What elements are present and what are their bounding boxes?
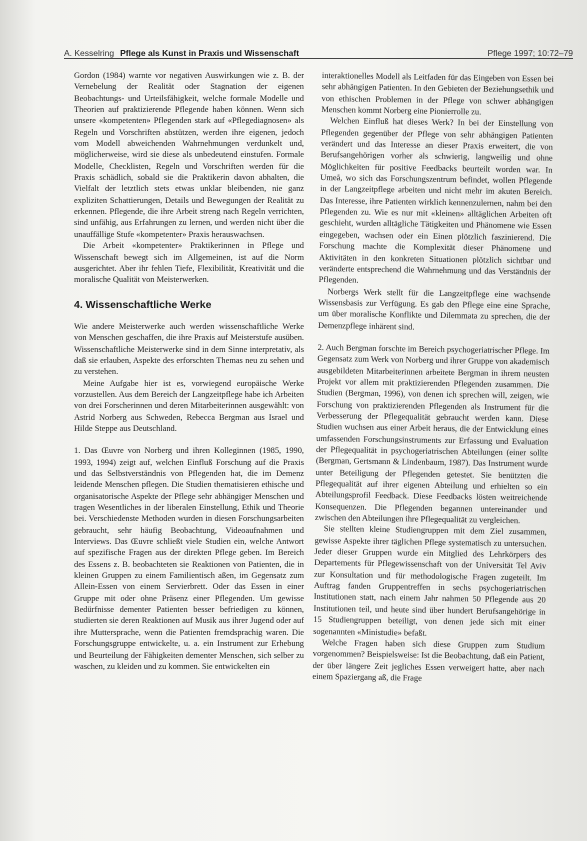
header-title: Pflege als Kunst in Praxis und Wissenschaft xyxy=(120,48,300,58)
paragraph: Meine Aufgabe hier ist es, vorwiegend europäische Werke vorzustellen. Aus dem Bereich der Langzeitpflege habe ich Arbeiten von drei Forscherinnen und deren Mitarbeiterinnen ausgewählt: von Astrid Norberg aus Schweden, Rebecca Bergman aus Israel und Hilde Steppe aus Deutschland. xyxy=(74,378,304,433)
paragraph: Welche Fragen haben sich diese Gruppen zum Studium vorgenommen? Beispielsweise: Ist die Beobachtung, daß ein Patient, der über längere Zeit jegliches Essen verweigert hatte, aber nach einem Spaziergang aß, die Frage xyxy=(312,637,546,683)
paragraph: Die Arbeit «kompetenter» Praktikerinnen in Pflege und Wissenschaft bewegt sich im Allgemeinen, ist auf die Norm ausgerichtet. Aber ihr fehlen Tiefe, Flexibilität, Kreativität und die moralische Qualität von Meisterwerken. xyxy=(74,241,304,285)
paragraph: 2. Auch Bergman forschte im Bereich psychogeriatrischer Pflege. Im Gegensatz zum Werk von Norberg und ihrer Gruppe von akademisch ausgebildeten Mitarbeiterinnen arbeitete Bergman in ihrem neusten Projekt vor allem mit praktizierenden Pflegenden zusammen. Die Studien (Bergman, 1996), von denen ich sprechen will, zeigen, wie Forschung von praktizierenden Pflegenden als Instrument für die Verbesserung der Pflegequalität gebraucht werden kann. Diese Studien wuchsen aus einer Arbeit heraus, die der Entwicklung eines umfassenden Forschungsinstruments zur Erfassung und Evaluation der Pflegequalität in psychogeriatrischen Abteilungen (einer sollte (Bergman, Gertsmann & Lindenbaum, 1987). Das Instrument wurde unter Beteiligung der Pflegenden getestet. Sie benützten die Pflegequalität auf ihrer eigenen Abteilung und erhielten so ein Abteilungsprofil Feedback. Diese Feedbacks lösten weitreichende Konsequenzen. Die Pflegenden begannen untereinander und zwischen den Abteilungen ihre Pflegequalität zu vergleichen. xyxy=(314,342,550,526)
section-heading: 4. Wissenschaftliche Werke xyxy=(74,298,212,311)
header-journal: Pflege 1997; 10:72–79 xyxy=(487,48,573,58)
paragraph: interaktionelles Modell als Leitfaden für das Eingeben von Essen bei sehr abhängigen Patienten. In den Gebieten der Beziehungsethik und von ethischen Problemen in der Pflege von schwer abhängigen Menschen kommt Norberg eine Pionierrolle zu. xyxy=(321,70,554,117)
left-column xyxy=(74,70,304,830)
paragraph: Gordon (1984) warnte vor negativen Auswirkungen wie z. B. der Vernebelung der Realität oder Stagnation der eigenen Beobachtungs- und Urteilsfähigkeit, welche formale Modelle und Theorien auf praktizierende Pflegende haben können. Wenn sich unsere «kompetenten» Pflegenden stark auf «Pflegediagnosen» als Regeln und Vorschriften abstützen, werden ihre eigenen, jedoch vom Modell abweichenden Wahrnehmungen verdunkelt und, möglicherweise, wird sie diese als unbedeutend einstufen. Formale Modelle, Checklisten, Regeln und Vorschriften werden für die Praxis schädlich, sobald sie die Praktikerin davon abhalten, die Vielfalt der letztlich stets etwas unklar bleibenden, nie ganz expliziten Schattierungen, Details und Bewegungen der Realität zu erkennen. Pflegende, die ihre Arbeit streng nach Regeln verrichten, sind unfähig, aus Erfahrungen zu lernen, und werden nicht über die unauffällige Stufe «kompetenter» Praxis herauswachsen. xyxy=(74,71,304,239)
paragraph: Norbergs Werk stellt für die Langzeitpflege eine wachsende Wissensbasis zur Verfügung. Es gab den Pflege eine eine Sprache, um über moralische Konflikte und Dilemmata zu sprechen, die der Demenzpflege inhärent sind. xyxy=(317,286,551,332)
paragraph: 1. Das Œuvre von Norberg und ihren Kolleginnen (1985, 1990, 1993, 1994) zeigt auf, welchen Einfluß Forschung auf die Praxis und das Selbstverständnis von Pflegenden hat, die im Demenz leidende Menschen pflegen. Die Studien thematisieren ethische und organisatorische Aspekte der Pflege sehr abhängiger Menschen und tragen Wesentliches in der liberalen Einstellung, Ethik und Theorie bei. Verschiedenste Methoden wurden in diesen Forschungsarbeiten gebraucht, sehr häufig Beobachtung, Videoaufnahmen und Interviews. Das Œuvre schließt viele Studien ein, welche Antwort auf spezifische Fragen aus der direkten Pflege geben. Im Bereich des Essens z. B. beobachteten sie Reaktionen von Patienten, die in kleinen Gruppen zu einem Familientisch aßen, im Gegensatz zum Allein-Essen von einem Servierbrett. Oder das Essen in einer Gruppe mit oder ohne Präsenz einer Pflegenden. Um gewisse Bedürfnisse dementer Patienten besser befriedigen zu können, studierten sie deren Reaktionen auf Musik aus ihrer Jugend oder auf ihre Muttersprache, wenn die Patienten fremdsprachig waren. Die Forschungsgruppe entwickelte, u. a. ein Instrument zur Erhebung und Beurteilung der Fähigkeiten dementer Menschen, sich selber zu waschen, zu kleiden und zu kommen. Sie entwickelten ein xyxy=(74,446,304,671)
paragraph: Welchen Einfluß hat dieses Werk? In bei der Einstellung von Pflegenden gegenüber der Pflege von sehr abhängigen Patienten verändert und das Interesse an dieser Praxis erweitert, die von Berufsangehörigen vorher als schwierig, langweilig und ohne Möglichkeiten für positive Feedbacks beurteilt worden war. In Umeå, wo sich das Forschungszentrum befindet, wollen Pflegende in der Langzeitpflege arbeiten und nicht mehr im akuten Bereich. Das Interesse, ihre Patienten wirklich kennenzulernen, nahm bei den Pflegenden zu. Wie es nur mit «kleinen» alltäglichen Arbeiten oft geschieht, wurden alltägliche Tätigkeiten und Phänomene wie Essen eingegeben, wachsen oder ein Einen plötzlich faszinierend. Die Forschung machte die Komplexität dieser Phänomene und Aktivitäten in den konkreten Situationen plötzlich sichtbar und veränderte entsprechend die Wahrnehmung und das Verständnis der Pflegenden. xyxy=(318,116,554,285)
paragraph: Sie stellten kleine Studiengruppen mit dem Ziel zusammen, gewisse Aspekte ihrer täglichen Pflege systematisch zu untersuchen. Jeder dieser Gruppen wurde ein Mitglied des Lehrkörpers des Departements für Pflegewissenschaft von der Universität Tel Aviv zur Konsultation und für methodologische Fragen zugeteilt. Im Auftrag fanden Gruppentreffen in sechs psychogeriatrischen Institutionen statt, nach einem Jahr nahmen 50 Pflegende aus 20 Institutionen teil, und heute sind über hundert Berufsangehörige in 15 Studiengruppen beteiligt, von denen jede sich mit einer sogenannten «Ministudie» befaßt. xyxy=(313,524,547,638)
running-header xyxy=(64,42,573,59)
paragraph: Wie andere Meisterwerke auch werden wissenschaftliche Werke von Menschen geschaffen, die ihre Praxis auf Meisterstufe ausüben. Wissenschaftliche Meisterwerke sind in dem Sinne interpretativ, als daß sie erlauben, Aspekte des erforschten Themas neu zu sehen und zu verstehen. xyxy=(74,321,304,377)
header-author: A. Kesselring xyxy=(64,48,115,58)
right-column xyxy=(310,70,554,841)
